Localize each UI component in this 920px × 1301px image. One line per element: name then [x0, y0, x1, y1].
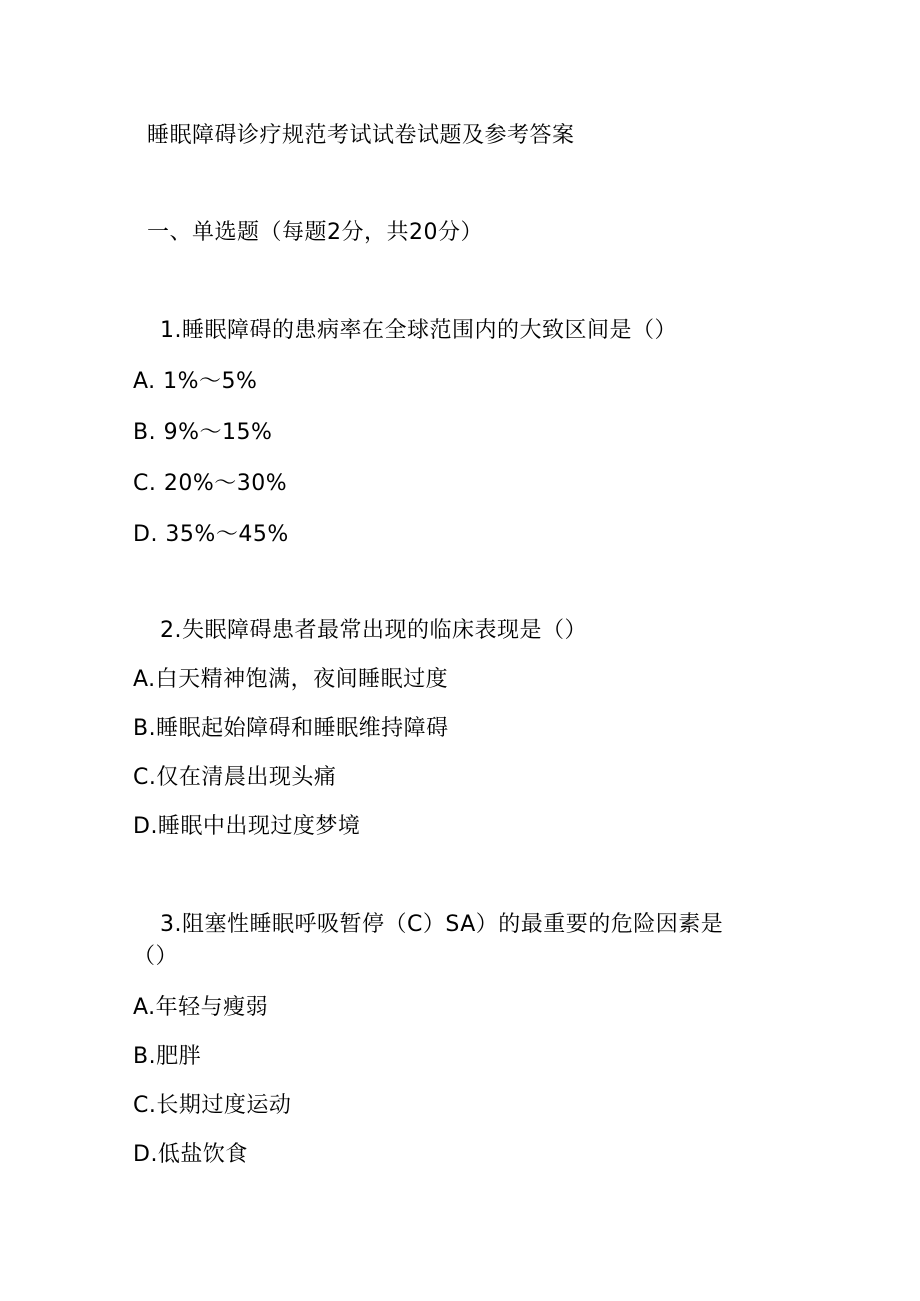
question-3-option-b: B.肥胖	[133, 1044, 202, 1069]
question-1-option-b: B. 9%～15%	[133, 420, 273, 445]
question-3-option-a: A.年轻与瘦弱	[133, 995, 269, 1020]
question-2-option-d: D.睡眠中出现过度梦境	[133, 814, 361, 839]
question-3-text-continuation: （）	[133, 944, 179, 969]
section-heading: 一、单选题（每题2分，共20分）	[147, 220, 483, 245]
document-title: 睡眠障碍诊疗规范考试试卷试题及参考答案	[147, 123, 575, 148]
question-1-option-a: A. 1%～5%	[133, 369, 258, 394]
question-2-option-b: B.睡眠起始障碍和睡眠维持障碍	[133, 716, 449, 741]
question-2-option-a: A.白天精神饱满，夜间睡眠过度	[133, 667, 449, 692]
question-3-text: 3.阻塞性睡眠呼吸暂停（C）SA）的最重要的危险因素是	[160, 912, 724, 937]
question-2-text: 2.失眠障碍患者最常出现的临床表现是（）	[160, 618, 587, 643]
question-1-text: 1.睡眠障碍的患病率在全球范围内的大致区间是（）	[160, 318, 677, 343]
question-3-option-d: D.低盐饮食	[133, 1142, 248, 1167]
question-3-option-c: C.长期过度运动	[133, 1093, 292, 1118]
question-2-option-c: C.仅在清晨出现头痛	[133, 765, 337, 790]
question-1-option-c: C. 20%～30%	[133, 471, 288, 496]
question-1-option-d: D. 35%～45%	[133, 522, 289, 547]
